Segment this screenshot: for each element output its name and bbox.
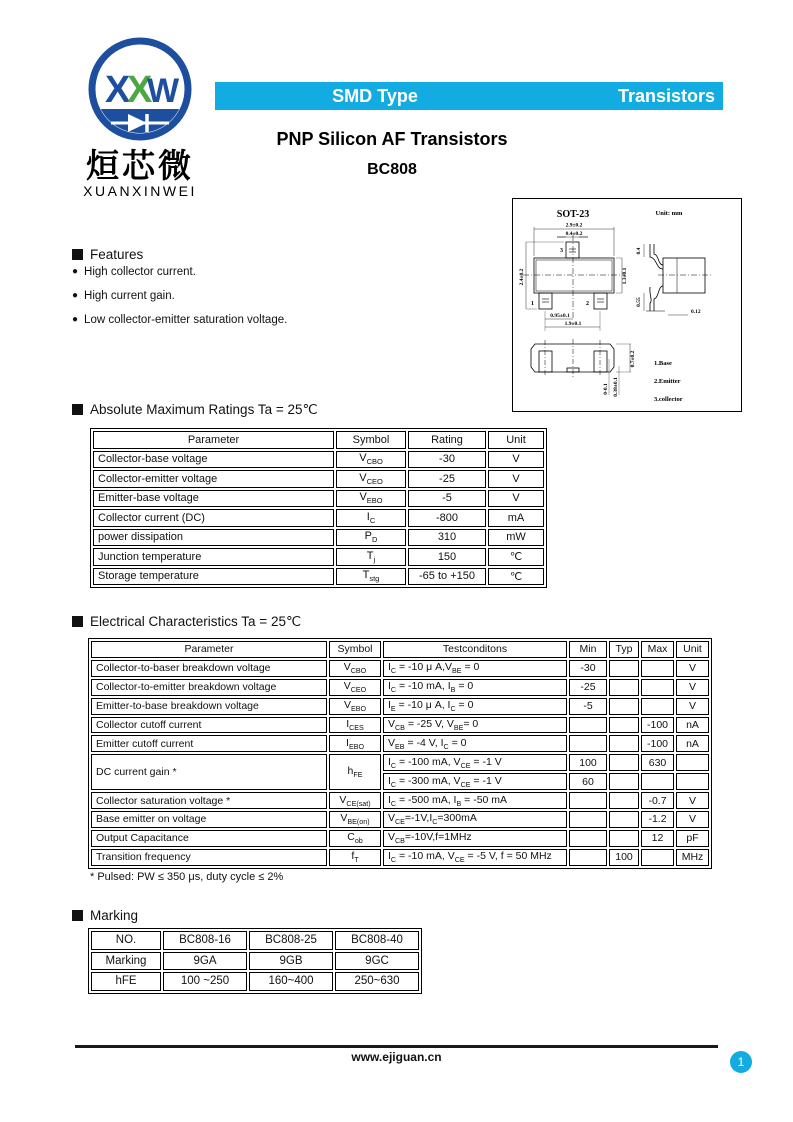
pin-legend-collector: 3.collector <box>654 396 683 403</box>
cell <box>569 849 607 866</box>
footer-rule <box>75 1045 718 1048</box>
cell: $I_{EBO}$ <box>329 735 381 752</box>
dim-pin-span: 1.9±0.1 <box>564 321 582 327</box>
cell <box>641 773 674 790</box>
dim-standoff: 0.12 <box>691 309 701 315</box>
cell: -5 <box>569 698 607 715</box>
features-heading: Features <box>72 247 143 262</box>
logo-letter-w: W <box>147 72 180 110</box>
feature-item: ● High collector current. <box>72 266 452 278</box>
cell: 630 <box>641 754 674 771</box>
cell: V <box>488 470 544 488</box>
cell: -30 <box>569 660 607 677</box>
header-category-label: SMD Type <box>332 86 418 106</box>
cell: -1.2 <box>641 811 674 828</box>
header-cell: Unit <box>676 641 709 658</box>
cell <box>569 792 607 809</box>
cell: Collector-to-baser breakdown voltage <box>91 660 327 677</box>
cell: power dissipation <box>93 529 334 547</box>
marking-heading: Marking <box>72 908 138 923</box>
cell: -800 <box>408 509 486 527</box>
cell <box>569 735 607 752</box>
cell <box>569 830 607 847</box>
cell: -0.7 <box>641 792 674 809</box>
cell <box>641 660 674 677</box>
dim-pin-pitch: 0.95±0.1 <box>550 313 570 319</box>
cell: Emitter cutoff current <box>91 735 327 752</box>
package-front-view <box>523 227 625 331</box>
cell: V <box>676 792 709 809</box>
cell: 100 <box>609 849 639 866</box>
cell <box>609 773 639 790</box>
cell: 9GB <box>249 952 333 971</box>
cell: Storage temperature <box>93 568 334 586</box>
header-family-label: Transistors <box>617 86 715 106</box>
header-cell: Unit <box>488 431 544 449</box>
table-row <box>91 849 709 866</box>
cell: Collector-base voltage <box>93 451 334 469</box>
cell: 9GC <box>335 952 419 971</box>
pin-label-1: 1 <box>531 301 534 307</box>
table-row <box>91 931 419 950</box>
cell: 150 <box>408 548 486 566</box>
dim-lead-thickness: 0.4 <box>636 247 642 255</box>
cell: $h_{FE}$ <box>329 754 381 790</box>
cell: hFE <box>91 972 161 991</box>
cell: 9GA <box>163 952 247 971</box>
cell: BC808-40 <box>335 931 419 950</box>
cell: DC current gain * <box>91 754 327 790</box>
cell <box>609 735 639 752</box>
cell: Transition frequency <box>91 849 327 866</box>
cell: $P_D$ <box>336 529 406 547</box>
cell: $T_j$ <box>336 548 406 566</box>
package-side-view <box>644 244 711 315</box>
logo-letter-x1: X <box>105 69 131 111</box>
table-row <box>91 735 709 752</box>
dim-pad-width: 0.38±0.1 <box>613 377 619 397</box>
feature-item: ● Low collector-emitter saturation voltage. <box>72 314 452 326</box>
document-title: PNP Silicon AF Transistors <box>276 129 508 149</box>
pulse-test-note: * Pulsed: PW ≤ 350 μs, duty cycle ≤ 2% <box>90 871 284 883</box>
cell: ℃ <box>488 548 544 566</box>
header-cell: Max <box>641 641 674 658</box>
table-row <box>91 830 709 847</box>
header-cell: Symbol <box>329 641 381 658</box>
brand-chinese-name: 烜芯微 <box>86 147 194 184</box>
cell: $f_T$ <box>329 849 381 866</box>
cell: nA <box>676 735 709 752</box>
cell: Marking <box>91 952 161 971</box>
table-row <box>91 717 709 734</box>
cell: Junction temperature <box>93 548 334 566</box>
cell <box>609 698 639 715</box>
cell: V <box>676 698 709 715</box>
table-row <box>93 490 544 508</box>
cell: -30 <box>408 451 486 469</box>
cell: BC808-16 <box>163 931 247 950</box>
table-row <box>91 660 709 677</box>
cell: $V_{CBO}$ <box>336 451 406 469</box>
cell <box>569 811 607 828</box>
cell: V <box>676 679 709 696</box>
header-cell: Parameter <box>91 641 327 658</box>
dim-lead-width: 0.4±0.2 <box>565 231 583 237</box>
cell: -100 <box>641 717 674 734</box>
cell <box>609 679 639 696</box>
header-cell: Rating <box>408 431 486 449</box>
part-number: BC808 <box>367 161 417 178</box>
dim-top-width: 2.9±0.2 <box>565 222 583 229</box>
cell: $V_{BE(on)}$ <box>329 811 381 828</box>
table-row <box>91 972 419 991</box>
cell <box>609 792 639 809</box>
cell <box>609 754 639 771</box>
brand-logo <box>70 35 210 199</box>
cell: -100 <box>641 735 674 752</box>
table-row <box>93 529 544 547</box>
cell <box>609 811 639 828</box>
header-cell: Symbol <box>336 431 406 449</box>
cell: $V_{CB}=-10V,f=1MHz$ <box>383 830 567 847</box>
cell: Collector-to-emitter breakdown voltage <box>91 679 327 696</box>
header-cell: Typ <box>609 641 639 658</box>
header-bar <box>215 82 723 110</box>
features-list <box>72 266 452 338</box>
cell: $V_{CE}=-1V,I_C=300mA$ <box>383 811 567 828</box>
table-row <box>93 470 544 488</box>
cell: V <box>676 811 709 828</box>
pin-legend <box>654 360 683 403</box>
cell: NO. <box>91 931 161 950</box>
table-header-row <box>91 641 709 658</box>
dim-side-height: 0.7±0.2 <box>630 350 636 368</box>
dim-body-height: 1.3±0.1 <box>622 267 628 285</box>
cell: 160~400 <box>249 972 333 991</box>
cell <box>641 849 674 866</box>
cell: $I_C = -100$ mA, $V_{CE} = -1$ V <box>383 754 567 771</box>
pin-label-2: 2 <box>586 301 589 307</box>
package-name: SOT-23 <box>556 209 590 220</box>
cell: 60 <box>569 773 607 790</box>
cell <box>609 830 639 847</box>
cell: Collector saturation voltage * <box>91 792 327 809</box>
table-row <box>91 679 709 696</box>
cell: -65 to +150 <box>408 568 486 586</box>
cell: $I_C = -10$ mA, $I_B = 0$ <box>383 679 567 696</box>
cell: Emitter-to-base breakdown voltage <box>91 698 327 715</box>
brand-logo-icon <box>81 35 199 147</box>
cell: mA <box>488 509 544 527</box>
cell: 250~630 <box>335 972 419 991</box>
cell: V <box>488 451 544 469</box>
cell: $I_C = -300$ mA, $V_{CE} = -1$ V <box>383 773 567 790</box>
cell: $T_{stg}$ <box>336 568 406 586</box>
cell: Base emitter on voltage <box>91 811 327 828</box>
marking-table <box>88 928 422 994</box>
cell: $I_C$ <box>336 509 406 527</box>
header-cell: Testconditons <box>383 641 567 658</box>
table-row <box>93 451 544 469</box>
cell: V <box>488 490 544 508</box>
page-number-badge: 1 <box>730 1051 752 1073</box>
cell: $V_{CEO}$ <box>336 470 406 488</box>
cell: $I_{CES}$ <box>329 717 381 734</box>
cell <box>641 679 674 696</box>
table-row <box>91 811 709 828</box>
dim-seating: 0-0.1 <box>603 383 609 395</box>
table-row <box>91 754 709 771</box>
cell <box>676 773 709 790</box>
pin-legend-emitter: 2.Emitter <box>654 378 681 385</box>
cell: -25 <box>569 679 607 696</box>
cell: -5 <box>408 490 486 508</box>
cell: $I_C = -10$ μ $A,V_{BE} = 0$ <box>383 660 567 677</box>
cell: $V_{EB} = -4$ V, $I_C = 0$ <box>383 735 567 752</box>
cell: $V_{CE(sat)}$ <box>329 792 381 809</box>
dim-lead-length: 0.55 <box>636 297 642 307</box>
cell: 100 <box>569 754 607 771</box>
cell: pF <box>676 830 709 847</box>
logo-letter-x2: X <box>127 69 153 111</box>
feature-item: ● High current gain. <box>72 290 452 302</box>
cell: ℃ <box>488 568 544 586</box>
pin-legend-base: 1.Base <box>654 360 672 367</box>
cell <box>609 717 639 734</box>
header-cell: Min <box>569 641 607 658</box>
package-unit: Unit: mm <box>655 210 683 217</box>
cell: $V_{EBO}$ <box>329 698 381 715</box>
table-header-row <box>93 431 544 449</box>
cell: $V_{CEO}$ <box>329 679 381 696</box>
electrical-characteristics-table <box>88 638 712 869</box>
table-row <box>93 509 544 527</box>
cell <box>641 698 674 715</box>
absolute-maximum-ratings-table <box>90 428 547 588</box>
amr-heading: Absolute Maximum Ratings Ta = 25℃ <box>72 402 318 418</box>
cell <box>569 717 607 734</box>
cell <box>609 660 639 677</box>
cell: 100 ~250 <box>163 972 247 991</box>
dim-overall-height: 2.4±0.2 <box>519 268 525 286</box>
cell: 12 <box>641 830 674 847</box>
cell: $V_{CB} = -25$ V, $V_{BE}= 0$ <box>383 717 567 734</box>
table-row <box>91 792 709 809</box>
cell: $I_C = -500$ mA, $I_B = -50$ mA <box>383 792 567 809</box>
cell: $V_{EBO}$ <box>336 490 406 508</box>
cell: -25 <box>408 470 486 488</box>
cell: $I_C = -10$ mA, $V_{CE} = -5$ V, f = 50 MHz <box>383 849 567 866</box>
table-row <box>93 548 544 566</box>
ec-heading: Electrical Characteristics Ta = 25℃ <box>72 614 301 630</box>
pin-label-3: 3 <box>560 248 563 254</box>
cell: $V_{CBO}$ <box>329 660 381 677</box>
cell: Collector-emitter voltage <box>93 470 334 488</box>
table-row <box>91 698 709 715</box>
cell: $C_{ob}$ <box>329 830 381 847</box>
cell: nA <box>676 717 709 734</box>
header-cell: Parameter <box>93 431 334 449</box>
package-outline-drawing <box>512 198 742 412</box>
table-row <box>91 952 419 971</box>
cell: Collector cutoff current <box>91 717 327 734</box>
cell <box>676 754 709 771</box>
cell: Output Capacitance <box>91 830 327 847</box>
cell: mW <box>488 529 544 547</box>
brand-romanized-name: XUANXINWEI <box>83 183 197 199</box>
cell: Collector current (DC) <box>93 509 334 527</box>
cell: 310 <box>408 529 486 547</box>
table-row <box>93 568 544 586</box>
cell: $I_E = -10$ μ A, $I_C = 0$ <box>383 698 567 715</box>
cell: Emitter-base voltage <box>93 490 334 508</box>
cell: BC808-25 <box>249 931 333 950</box>
cell: MHz <box>676 849 709 866</box>
cell: V <box>676 660 709 677</box>
footer-website: www.ejiguan.cn <box>351 1050 442 1064</box>
